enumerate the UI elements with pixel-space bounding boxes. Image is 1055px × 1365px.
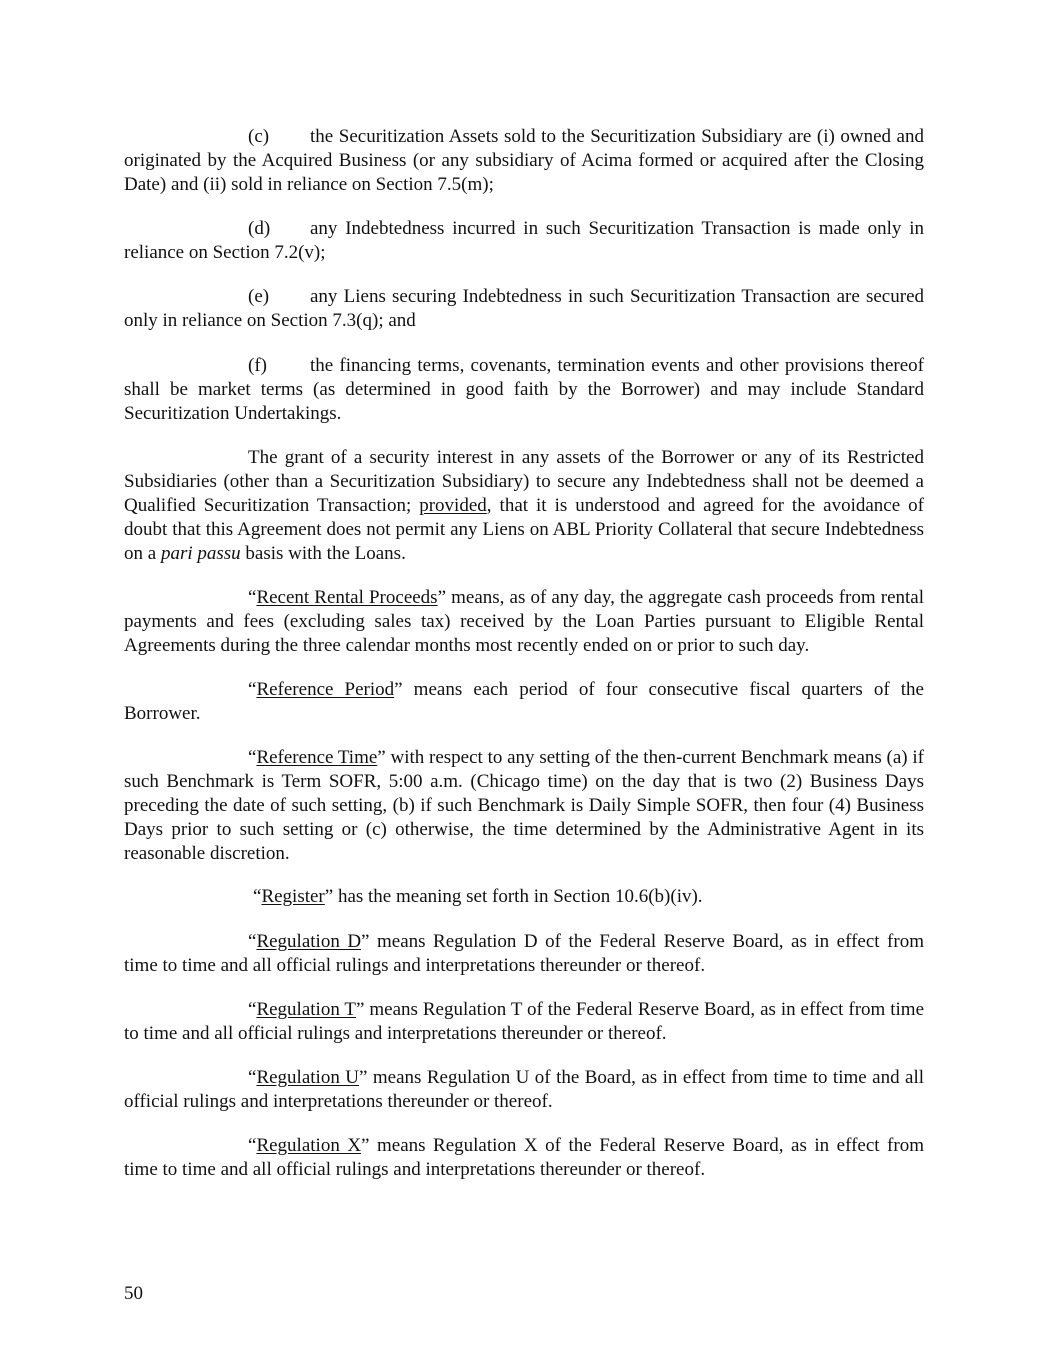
- grant-paragraph: [124, 446, 924, 566]
- close-quote: ”: [361, 931, 370, 952]
- close-quote: ”: [377, 747, 386, 768]
- clause-c: [124, 125, 924, 197]
- open-quote: “: [248, 747, 257, 768]
- definition-text: means Regulation X of the Federal Reserve Board, as in effect from time to time and all official rulings and interpretations thereunder or thereof.: [124, 1135, 924, 1180]
- open-quote: “: [253, 886, 262, 907]
- definition-text: means Regulation T of the Federal Reserve Board, as in effect from time to time and all official rulings and interpretations thereunder or thereof.: [124, 999, 925, 1044]
- definition-regulation-t: [124, 998, 924, 1046]
- clause-text: the Securitization Assets sold to the Securitization Subsidiary are (i) owned and originated by the Acquired Business (or any subsidiary of Acima formed or acquired after the Closing Date) and (ii) sold in reliance on Section 7.5(m);: [124, 126, 924, 195]
- definition-regulation-d: [124, 930, 924, 978]
- defined-term: Reference Period: [256, 679, 395, 700]
- open-quote: “: [248, 1135, 257, 1156]
- open-quote: “: [248, 931, 257, 952]
- defined-term: Regulation D: [256, 931, 362, 952]
- close-quote: ”: [361, 1135, 370, 1156]
- clause-label: (f): [248, 355, 267, 376]
- clause-e: [124, 285, 924, 333]
- clause-label: (e): [248, 286, 270, 307]
- clause-f: [124, 354, 924, 426]
- definition-register: [124, 885, 924, 909]
- defined-term: Register: [261, 886, 325, 907]
- defined-term: Regulation X: [256, 1135, 362, 1156]
- pari-passu-term: pari passu: [160, 543, 241, 564]
- grant-text-before: The grant of a security interest in any assets of the Borrower or any of its Restricted Subsidiaries (other than a Securitization Subsidiary) to secure any Indebtedness shall not be deemed a Qualified Securitization Transaction;: [124, 447, 924, 516]
- open-quote: “: [248, 679, 257, 700]
- definition-regulation-u: [124, 1066, 924, 1114]
- provided-term: provided: [419, 495, 487, 516]
- definition-reference-period: [124, 678, 924, 726]
- definition-text: means Regulation U of the Board, as in effect from time to time and all official rulings and interpretations thereunder or thereof.: [124, 1067, 924, 1112]
- grant-text-middle: , that it is understood and agreed for the avoidance of doubt that this Agreement does not permit any Liens on ABL Priority Collateral that secure Indebtedness on a: [124, 495, 924, 564]
- definition-text: means Regulation D of the Federal Reserve Board, as in effect from time to time and all official rulings and interpretations thereunder or thereof.: [124, 931, 924, 976]
- definition-recent-rental-proceeds: [124, 586, 924, 658]
- definition-text: means, as of any day, the aggregate cash proceeds from rental payments and fees (excluding sales tax) received by the Loan Parties pursuant to Eligible Rental Agreements during the three calendar months most recently ended on or prior to such day.: [124, 587, 925, 656]
- clause-text: any Indebtedness incurred in such Securitization Transaction is made only in reliance on Section 7.2(v);: [124, 218, 924, 263]
- grant-text-after: basis with the Loans.: [240, 543, 406, 564]
- open-quote: “: [248, 587, 257, 608]
- definition-text: with respect to any setting of the then-current Benchmark means (a) if such Benchmark is Term SOFR, 5:00 a.m. (Chicago time) on the day that is two (2) Business Days preceding the date of such setting, (b) if such Benchmark is Daily Simple SOFR, then four (4) Business Days prior to such setting or (c) otherwise, the time determined by the Administrative Agent in its reasonable discretion.: [124, 747, 924, 864]
- clause-text: the financing terms, covenants, termination events and other provisions thereof shall be market terms (as determined in good faith by the Borrower) and may include Standard Securitization Undertakings.: [124, 355, 924, 424]
- close-quote: ”: [358, 1067, 368, 1088]
- close-quote: ”: [394, 679, 403, 700]
- definition-text: has the meaning set forth in Section 10.6(b)(iv).: [333, 886, 703, 907]
- defined-term: Regulation U: [256, 1067, 359, 1088]
- definition-reference-time: [124, 746, 924, 866]
- clause-d: [124, 217, 924, 265]
- clause-label: (c): [248, 126, 270, 147]
- defined-term: Reference Time: [256, 747, 378, 768]
- clause-text: any Liens securing Indebtedness in such Securitization Transaction are secured only in reliance on Section 7.3(q); and: [124, 286, 924, 331]
- defined-term: Recent Rental Proceeds: [256, 587, 438, 608]
- page-number: 50: [124, 1283, 143, 1304]
- clause-label: (d): [248, 218, 271, 239]
- close-quote: ”: [356, 999, 365, 1020]
- definition-regulation-x: [124, 1134, 924, 1182]
- defined-term: Regulation T: [256, 999, 357, 1020]
- close-quote: ”: [324, 886, 334, 907]
- open-quote: “: [248, 999, 257, 1020]
- close-quote: ”: [437, 587, 447, 608]
- open-quote: “: [248, 1067, 257, 1088]
- definition-text: means each period of four consecutive fiscal quarters of the Borrower.: [124, 679, 924, 724]
